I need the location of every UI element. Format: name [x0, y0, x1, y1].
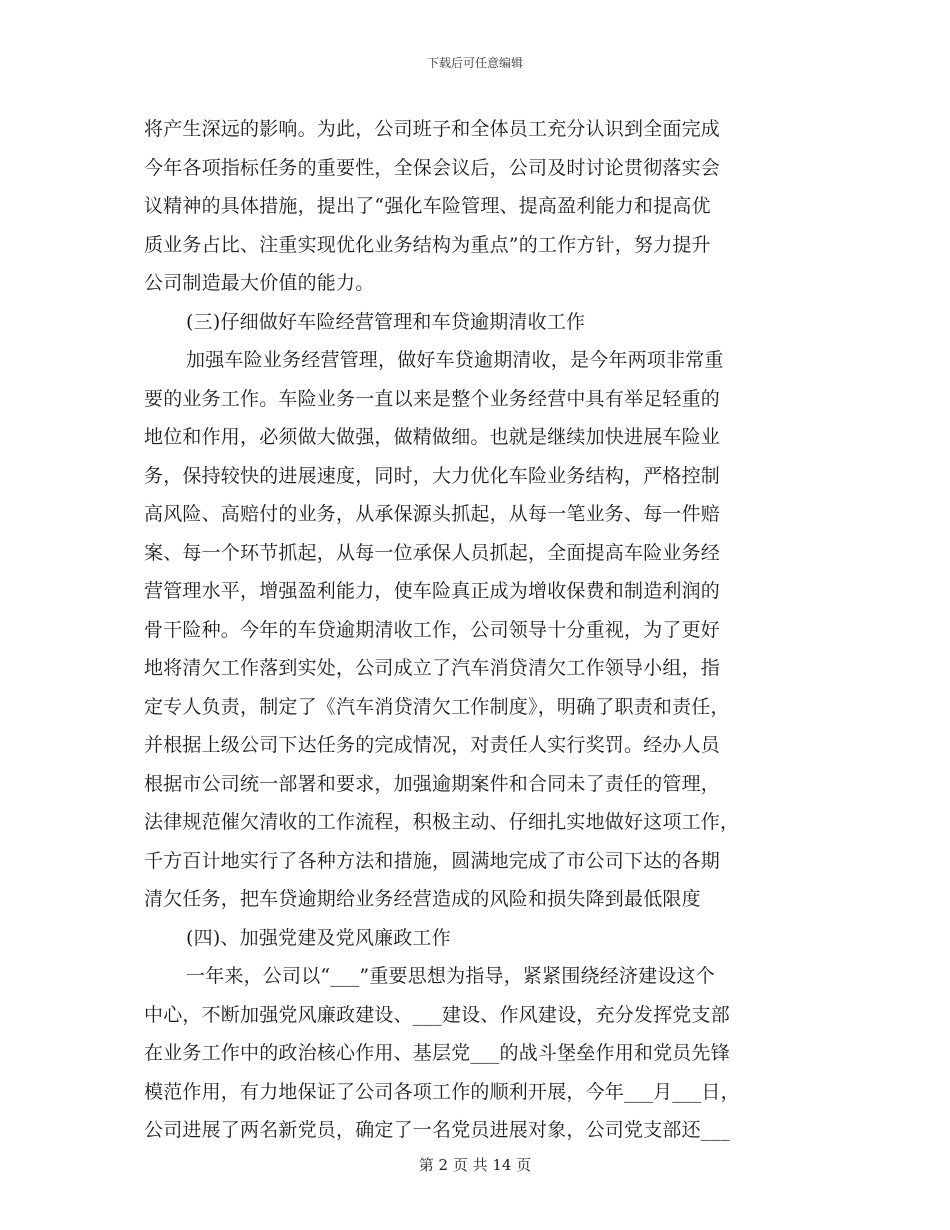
text-line: 务，保持较快的进展速度，同时，大力优化车险业务结构，严格控制 [144, 464, 721, 487]
paragraph-first-line: 一年来，公司以“___”重要思想为指导，紧紧围绕经济建设这个 [186, 965, 715, 987]
text-line: 地位和作用，必须做大做强，做精做细。也就是继续加快进展车险业 [144, 426, 721, 448]
text-line: 公司进展了两名新党员，确定了一名党员进展对象，公司党支部还___ [144, 1119, 730, 1141]
text-line: 骨干险种。今年的车贷逾期清收工作，公司领导十分重视，为了更好 [144, 618, 721, 641]
text-line: 中心，不断加强党风廉政建设、___建设、作风建设，充分发挥党支部 [144, 1003, 730, 1026]
text-line: 地将清欠工作落到实处，公司成立了汽车消贷清欠工作领导小组，指 [144, 657, 721, 679]
text-line: 将产生深远的影响。为此，公司班子和全体员工充分认识到全面完成 [144, 118, 721, 140]
text-line: 清欠任务，把车贷逾期给业务经营造成的风险和损失降到最低限度 [144, 888, 701, 910]
section-heading: (四)、加强党建及党风廉政工作 [186, 926, 451, 949]
text-line: 在业务工作中的政治核心作用、基层党___的战斗堡垒作用和党员先锋 [144, 1042, 730, 1064]
section-heading: (三)仔细做好车险经营管理和车贷逾期清收工作 [186, 310, 586, 333]
text-line: 要的业务工作。车险业务一直以来是整个业务经营中具有举足轻重的 [144, 387, 721, 410]
document-body [144, 110, 808, 1150]
text-line: 案、每一个环节抓起，从每一位承保人员抓起，全面提高车险业务经 [144, 541, 721, 564]
text-line: 并根据上级公司下达任务的完成情况，对责任人实行奖罚。经办人员 [144, 734, 721, 756]
text-line: 千方百计地实行了各种方法和措施，圆满地完成了市公司下达的各期 [144, 849, 721, 872]
text-line: 营管理水平，增强盈利能力，使车险真正成为增收保费和制造利润的 [144, 580, 721, 602]
page-number: 第 2 页 共 14 页 [418, 1156, 532, 1174]
text-line: 法律规范催欠清收的工作流程，积极主动、仔细扎实地做好这项工作， [144, 811, 740, 833]
text-line: 高风险、高赔付的业务，从承保源头抓起，从每一笔业务、每一件赔 [144, 503, 721, 525]
text-line: 根据市公司统一部署和要求，加强逾期案件和合同未了责任的管理， [144, 772, 721, 795]
page-header-note: 下载后可任意编辑 [426, 56, 523, 70]
text-line: 议精神的具体措施，提出了“强化车险管理、提高盈利能力和提高优 [144, 195, 711, 217]
text-line: 定专人负责，制定了《汽车消贷清欠工作制度》，明确了职责和责任， [144, 695, 730, 718]
text-line: 今年各项指标任务的重要性，全保会议后，公司及时讨论贯彻落实会 [144, 156, 721, 179]
text-line: 公司制造最大价值的能力。 [144, 272, 375, 294]
text-line: 模范作用，有力地保证了公司各项工作的顺利开展，今年___月___日， [144, 1080, 740, 1103]
paragraph-first-line: 加强车险业务经营管理，做好车贷逾期清收，是今年两项非常重 [186, 349, 724, 371]
text-line: 质业务占比、注重实现优化业务结构为重点”的工作方针，努力提升 [144, 233, 711, 256]
